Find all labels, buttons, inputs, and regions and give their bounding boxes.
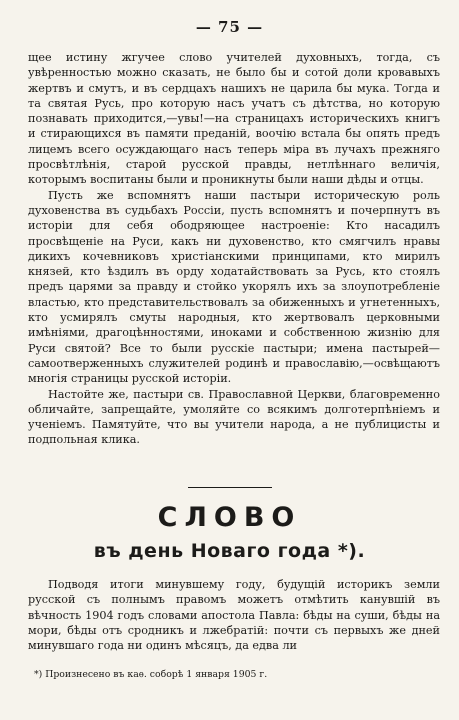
section-divider [188, 487, 272, 488]
sermon-title: СЛОВО [157, 502, 302, 533]
page-number: — 75 — [195, 18, 264, 36]
sermon-subtitle: въ день Новаго года *). [93, 540, 366, 562]
sermon-text [28, 577, 440, 653]
paragraph-1: щее истину жгучее слово учителей духовныхъ, тогда, съ увѣренностью можно сказать, не было бы и сотой доли кровавыхъ жертвъ и смутъ, и въ сердцахъ нашихъ не царила бы мука. Тогда и та святая Русь, про которую насъ учатъ съ дѣтства, но которую познавать приходится,—увы!—на страницахъ историческихъ книгъ и стирающихся въ памяти преданій, воочію встала бы опять предъ лицемъ всего осуждающаго насъ теперь міра въ лучахъ прежняго просвѣтлѣнія, старой русской правды, нетлѣннаго величія, которымъ воспитаны были и проникнуты были наши дѣды и отцы. [28, 51, 440, 187]
footnote: *) Произнесено въ каѳ. соборѣ 1 января 1905 г. [34, 669, 268, 680]
paragraph-2: Пусть же вспомнятъ наши пастыри историческую роль духовенства въ судьбахъ Россіи, пусть вспомнятъ и почерпнутъ въ исторіи для себя ободряющее настроеніе: Кто насадилъ просвѣщеніе на Руси, какъ ни духовенство, кто смягчилъ нравы дикихъ кочевниковъ христіанскими принципами, кто мирилъ князей, кто ѣздилъ въ орду ходатайствовать за Русь, кто стоялъ предъ царями за правду и стойко укорялъ ихъ за злоупотребленіе властью, кто представительствовалъ за обиженныхъ и угнетенныхъ, кто усмирялъ смуты народныя, кто жертвовалъ церковными имѣніями, драгоцѣнностями, иноками и собственною жизнію для Руси святой? Все то были русскіе пастыри; имена пастырей—самоотверженныхъ служителей родинѣ и православію,—освѣщаютъ многія страницы русской исторіи. [28, 188, 440, 386]
body-text [28, 50, 440, 448]
paragraph-3: Настойте же, пастыри св. Православной Церкви, благовременно обличайте, запрещайте, умоляйте со всякимъ долготерпѣніемъ и ученіемъ. Памятуйте, что вы учители народа, а не публицисты и подпольная клика. [28, 387, 440, 447]
sermon-paragraph-1: Подводя итоги минувшему году, будущій историкъ земли русской съ полнымъ правомъ можетъ отмѣтить канувшій въ вѣчность 1904 годъ словами апостола Павла: бѣды на суши, бѣды на мори, бѣды отъ сродникъ и лжебратій: почти съ первыхъ же дней минувшаго года ни одинъ мѣсяцъ, да едва ли [28, 578, 440, 653]
